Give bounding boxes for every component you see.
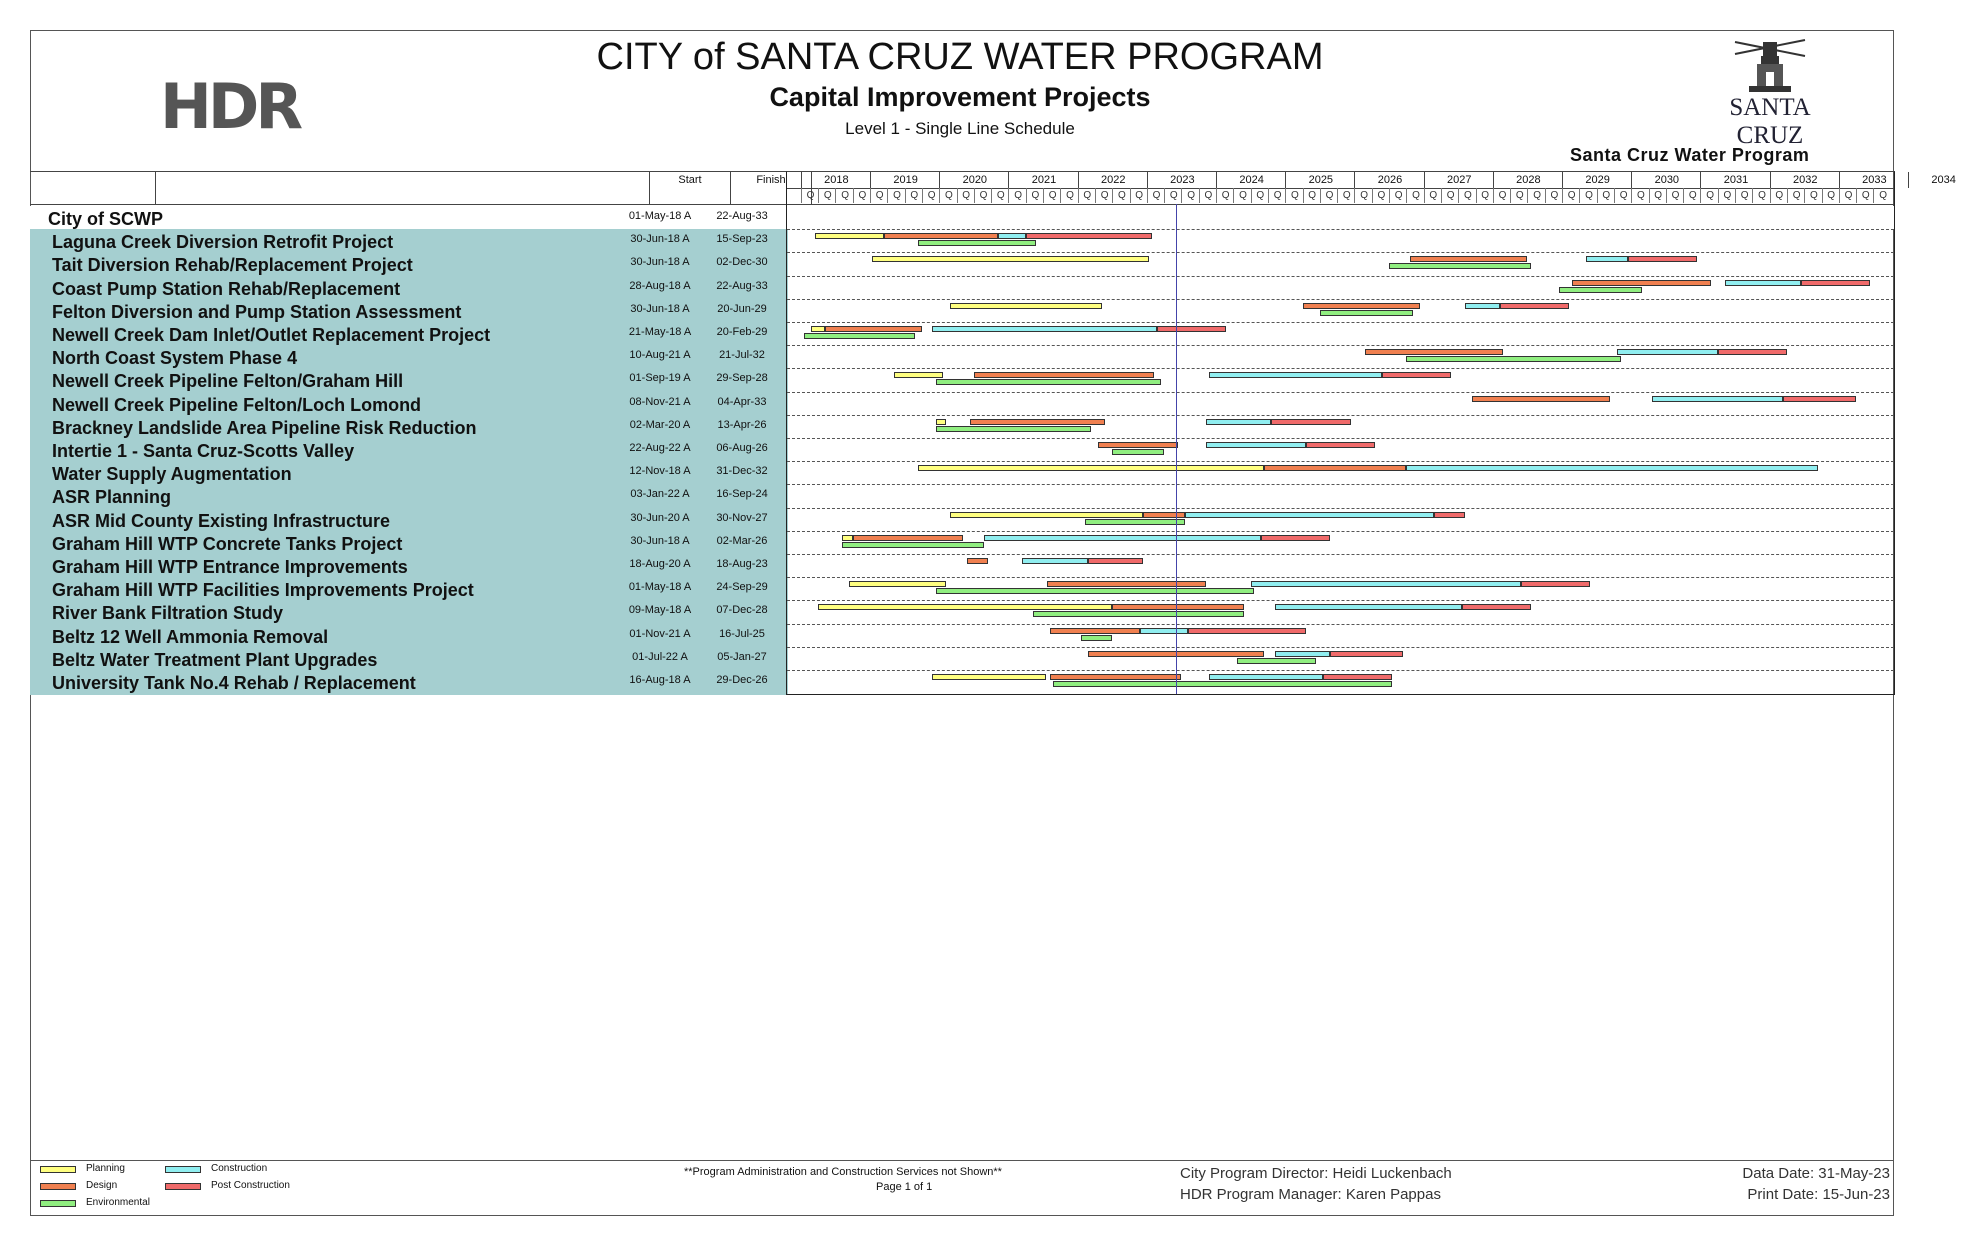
quarter-label: Q: [1199, 188, 1217, 203]
program-manager: HDR Program Manager: Karen Pappas: [1180, 1186, 1441, 1203]
legend-label: Planning: [86, 1163, 125, 1174]
planning-bar: [932, 674, 1046, 680]
year-label: 2027: [1424, 172, 1494, 188]
legend-label: Design: [86, 1180, 118, 1191]
quarter-label: Q: [1389, 188, 1407, 203]
year-label: 2028: [1493, 172, 1563, 188]
quarter-scale: [787, 188, 1894, 203]
design-bar: [1410, 256, 1528, 262]
quarter-label: Q: [1683, 188, 1701, 203]
start-date: 18-Aug-20 A: [629, 558, 691, 570]
design-bar: [970, 419, 1105, 425]
program-director: City Program Director: Heidi Luckenbach: [1180, 1165, 1452, 1182]
row-divider: [787, 484, 1894, 485]
row-divider: [787, 438, 1894, 439]
quarter-label: Q: [1476, 188, 1494, 203]
page-subtitle: Capital Improvement Projects: [769, 82, 1151, 112]
planning-bar: [894, 372, 942, 378]
construction-bar: [1586, 256, 1628, 262]
design-bar: [1365, 349, 1503, 355]
environmental-bar: [1053, 681, 1392, 687]
quarter-label: Q: [1597, 188, 1615, 203]
post-construction-bar: [1026, 233, 1153, 239]
start-date: 01-Nov-21 A: [629, 627, 691, 640]
environmental-bar: [1237, 658, 1317, 664]
row-divider: [787, 229, 1894, 230]
row-divider: [787, 508, 1894, 509]
legend-swatch-environmental: [40, 1200, 76, 1207]
finish-date: 29-Dec-26: [716, 674, 768, 686]
data-date-line: [1176, 204, 1177, 694]
post-construction-bar: [1783, 396, 1856, 402]
row-divider: [787, 392, 1894, 393]
post-construction-bar: [1323, 674, 1392, 680]
project-name: Water Supply Augmentation: [52, 464, 292, 485]
planning-bar: [936, 419, 946, 425]
row-divider: [787, 299, 1894, 300]
year-label: 2029: [1562, 172, 1632, 188]
quarter-label: Q: [991, 188, 1009, 203]
start-date: 01-May-18 A: [628, 581, 692, 594]
quarter-label: Q: [1372, 188, 1390, 203]
environmental-bar: [936, 426, 1092, 432]
quarter-label: Q: [1008, 188, 1026, 203]
post-construction-bar: [1434, 512, 1465, 518]
start-date: 21-May-18 A: [628, 326, 692, 338]
quarter-label: Q: [1181, 188, 1199, 203]
quarter-label: Q: [1303, 188, 1321, 203]
quarter-label: Q: [1233, 188, 1251, 203]
quarter-label: Q: [1424, 188, 1442, 203]
finish-date: 22-Aug-33: [716, 210, 768, 222]
design-bar: [1098, 442, 1178, 448]
finish-date: 13-Apr-26: [717, 418, 767, 431]
planning-bar: [815, 233, 884, 239]
quarter-label: Q: [1078, 188, 1096, 203]
quarter-label: Q: [1839, 188, 1857, 203]
construction-bar: [1209, 372, 1382, 378]
quarter-label: Q: [1441, 188, 1459, 203]
project-name: University Tank No.4 Rehab / Replacement: [52, 673, 416, 693]
finish-date: 18-Aug-23: [716, 558, 768, 570]
quarter-label: Q: [887, 188, 905, 203]
program-label: Santa Cruz Water Program: [1570, 145, 1810, 165]
environmental-bar: [918, 240, 1036, 246]
start-date: 08-Nov-21 A: [629, 395, 691, 408]
page-title: CITY of SANTA CRUZ WATER PROGRAM: [596, 36, 1324, 78]
environmental-bar: [1112, 449, 1164, 455]
environmental-bar: [936, 588, 1254, 594]
design-bar: [1047, 581, 1206, 587]
start-date: 03-Jan-22 A: [630, 488, 690, 501]
row-divider: [787, 322, 1894, 323]
design-bar: [1050, 674, 1181, 680]
finish-date: 16-Sep-24: [716, 488, 768, 501]
planning-bar: [811, 326, 825, 332]
construction-bar: [1275, 651, 1330, 657]
quarter-label: Q: [801, 188, 819, 203]
finish-date: 16-Jul-25: [719, 627, 765, 640]
quarter-label: Q: [1147, 188, 1165, 203]
quarter-label: Q: [1060, 188, 1078, 203]
quarter-label: Q: [957, 188, 975, 203]
header-blank-2: [156, 172, 650, 204]
finish-date: 06-Aug-26: [716, 442, 768, 454]
post-construction-bar: [1157, 326, 1226, 332]
post-construction-bar: [1306, 442, 1375, 448]
project-name: Graham Hill WTP Facilities Improvements Project: [52, 580, 474, 601]
quarter-label: Q: [1856, 188, 1874, 203]
start-date: 01-May-18 A: [628, 210, 692, 222]
row-divider: [787, 345, 1894, 346]
project-name: Brackney Landslide Area Pipeline Risk Reduction: [52, 417, 477, 438]
post-construction-bar: [1330, 651, 1403, 657]
construction-bar: [1209, 674, 1323, 680]
project-name: Newell Creek Pipeline Felton/Loch Lomond: [52, 394, 422, 415]
quarter-label: Q: [818, 188, 836, 203]
design-bar: [1572, 280, 1710, 286]
start-date: 30-Jun-18 A: [630, 534, 690, 547]
quarter-label: Q: [1043, 188, 1061, 203]
post-construction-bar: [1271, 419, 1351, 425]
project-name: ASR Planning: [52, 487, 172, 508]
quarter-label: Q: [1718, 188, 1736, 203]
construction-bar: [1725, 280, 1801, 286]
year-label: 2033: [1839, 172, 1909, 188]
design-bar: [884, 233, 998, 239]
legend-label: Construction: [211, 1163, 268, 1174]
start-date: 01-Jul-22 A: [632, 650, 688, 663]
year-label: 2025: [1285, 172, 1355, 188]
design-bar: [825, 326, 922, 332]
row-divider: [787, 670, 1894, 671]
start-date: 30-Jun-18 A: [630, 302, 690, 315]
year-label: 2030: [1631, 172, 1701, 188]
legend-label: Environmental: [86, 1197, 150, 1208]
quarter-label: Q: [1354, 188, 1372, 203]
legend-swatch-planning: [40, 1166, 76, 1173]
start-date: 01-Sep-19 A: [629, 372, 691, 385]
start-date: 28-Aug-18 A: [629, 279, 691, 292]
finish-date: 31-Dec-32: [716, 465, 768, 478]
quarter-label: Q: [1631, 188, 1649, 203]
start-date: 22-Aug-22 A: [629, 442, 691, 454]
start-date: 10-Aug-21 A: [629, 349, 691, 362]
year-label: 2018: [801, 172, 871, 188]
quarter-label: Q: [1666, 188, 1684, 203]
design-bar: [974, 372, 1154, 378]
project-name: Laguna Creek Diversion Retrofit Project: [52, 232, 394, 253]
environmental-bar: [1559, 287, 1642, 293]
quarter-label: Q: [1527, 188, 1545, 203]
design-bar: [1112, 604, 1243, 610]
finish-date: 21-Jul-32: [719, 349, 765, 362]
row-divider: [787, 647, 1894, 648]
year-label: 2031: [1700, 172, 1770, 188]
construction-bar: [1206, 442, 1306, 448]
quarter-label: Q: [1579, 188, 1597, 203]
construction-bar: [1275, 604, 1462, 610]
footer-note: **Program Administration and Construction Services not Shown**: [684, 1166, 1002, 1178]
planning-bar: [872, 256, 1149, 262]
start-date: 12-Nov-18 A: [629, 465, 691, 478]
quarter-label: Q: [1804, 188, 1822, 203]
legend-label: Post Construction: [211, 1180, 290, 1191]
row-divider: [787, 600, 1894, 601]
quarter-label: Q: [1026, 188, 1044, 203]
quarter-label: Q: [1458, 188, 1476, 203]
post-construction-bar: [1521, 581, 1590, 587]
post-construction-bar: [1188, 628, 1306, 634]
legend-swatch-post-construction: [165, 1183, 201, 1190]
header-finish: Finish: [731, 172, 812, 204]
year-label: 2020: [939, 172, 1009, 188]
year-label: 2019: [870, 172, 940, 188]
planning-bar: [918, 465, 1264, 471]
construction-bar: [932, 326, 1157, 332]
construction-bar: [1465, 303, 1500, 309]
row-divider: [787, 415, 1894, 416]
start-date: 02-Mar-20 A: [629, 418, 691, 431]
project-name: Coast Pump Station Rehab/Replacement: [52, 278, 401, 299]
hdr-logo: HDR: [160, 70, 300, 143]
quarter-label: Q: [1614, 188, 1632, 203]
finish-date: 20-Feb-29: [716, 326, 768, 338]
start-date: 16-Aug-18 A: [629, 674, 691, 686]
quarter-label: Q: [1164, 188, 1182, 203]
row-divider: [787, 276, 1894, 277]
post-construction-bar: [1718, 349, 1787, 355]
construction-bar: [1022, 558, 1088, 564]
environmental-bar: [842, 542, 984, 548]
project-name: Intertie 1 - Santa Cruz-Scotts Valley: [52, 441, 355, 461]
year-scale: [787, 172, 1956, 189]
quarter-label: Q: [1770, 188, 1788, 203]
finish-date: 04-Apr-33: [717, 395, 767, 408]
post-construction-bar: [1462, 604, 1531, 610]
project-name: Beltz Water Treatment Plant Upgrades: [52, 649, 378, 670]
planning-bar: [842, 535, 852, 541]
header-blank-1: [30, 172, 156, 204]
planning-bar: [950, 512, 1144, 518]
quarter-label: Q: [1735, 188, 1753, 203]
quarter-label: Q: [835, 188, 853, 203]
legend-swatch-design: [40, 1183, 76, 1190]
finish-date: 02-Dec-30: [716, 256, 768, 269]
quarter-label: Q: [905, 188, 923, 203]
project-name: Newell Creek Dam Inlet/Outlet Replacement Project: [52, 325, 491, 345]
quarter-label: Q: [1752, 188, 1770, 203]
santa-cruz-logo-text: SANTA CRUZ: [1729, 94, 1811, 149]
finish-date: 07-Dec-28: [716, 604, 768, 617]
project-name: Graham Hill WTP Concrete Tanks Project: [52, 533, 403, 554]
project-name: Newell Creek Pipeline Felton/Graham Hill: [52, 371, 404, 392]
quarter-label: Q: [870, 188, 888, 203]
quarter-label: Q: [1095, 188, 1113, 203]
year-label: 2026: [1354, 172, 1424, 188]
santa-cruz-logo: [1695, 34, 1845, 149]
post-construction-bar: [1801, 280, 1870, 286]
quarter-label: Q: [922, 188, 940, 203]
environmental-bar: [1081, 635, 1112, 641]
year-label: 2022: [1078, 172, 1148, 188]
project-name: North Coast System Phase 4: [52, 348, 298, 369]
construction-bar: [1140, 628, 1188, 634]
planning-bar: [950, 303, 1102, 309]
design-bar: [967, 558, 988, 564]
post-construction-bar: [1382, 372, 1451, 378]
environmental-bar: [1406, 356, 1621, 362]
quarter-label: Q: [1268, 188, 1286, 203]
quarter-label: Q: [1700, 188, 1718, 203]
header-start: Start: [650, 172, 731, 204]
legend-swatch-construction: [165, 1166, 201, 1173]
project-name: Felton Diversion and Pump Station Assessment: [52, 301, 462, 322]
start-date: 30-Jun-18 A: [630, 256, 690, 269]
quarter-label: Q: [1216, 188, 1234, 203]
quarter-label: Q: [1493, 188, 1511, 203]
design-bar: [1472, 396, 1610, 402]
quarter-label: Q: [853, 188, 871, 203]
environmental-bar: [1033, 611, 1244, 617]
quarter-label: Q: [1562, 188, 1580, 203]
print-date: Print Date: 15-Jun-23: [1747, 1186, 1890, 1203]
construction-bar: [998, 233, 1026, 239]
project-name: Graham Hill WTP Entrance Improvements: [52, 557, 408, 577]
quarter-label: Q: [1545, 188, 1563, 203]
row-divider: [787, 577, 1894, 578]
row-divider: [787, 624, 1894, 625]
year-label: 2034: [1908, 172, 1978, 188]
page-number: Page 1 of 1: [876, 1181, 933, 1193]
environmental-bar: [1085, 519, 1185, 525]
quarter-label: Q: [1406, 188, 1424, 203]
post-construction-bar: [1088, 558, 1143, 564]
planning-bar: [849, 581, 946, 587]
quarter-label: Q: [1649, 188, 1667, 203]
construction-bar: [1251, 581, 1521, 587]
row-divider: [787, 252, 1894, 253]
year-label: 2032: [1770, 172, 1840, 188]
project-name: City of SCWP: [48, 209, 163, 229]
gantt-chart: [786, 171, 1956, 695]
finish-date: 05-Jan-27: [717, 650, 767, 663]
row-divider: [787, 554, 1894, 555]
row-divider: [787, 461, 1894, 462]
design-bar: [1264, 465, 1406, 471]
post-construction-bar: [1628, 256, 1697, 262]
design-bar: [1143, 512, 1185, 518]
post-construction-bar: [1500, 303, 1569, 309]
project-name: River Bank Filtration Study: [52, 603, 284, 624]
lighthouse-icon: [1695, 34, 1845, 96]
construction-bar: [1406, 465, 1818, 471]
quarter-label: Q: [1873, 188, 1891, 203]
finish-date: 29-Sep-28: [716, 372, 768, 385]
environmental-bar: [804, 333, 915, 339]
start-date: 09-May-18 A: [628, 604, 692, 617]
data-date: Data Date: 31-May-23: [1742, 1165, 1890, 1182]
project-name: Tait Diversion Rehab/Replacement Project: [52, 255, 413, 276]
environmental-bar: [936, 379, 1161, 385]
construction-bar: [1652, 396, 1783, 402]
design-bar: [1303, 303, 1421, 309]
construction-bar: [1206, 419, 1272, 425]
quarter-label: Q: [939, 188, 957, 203]
quarter-label: Q: [1285, 188, 1303, 203]
quarter-label: Q: [1787, 188, 1805, 203]
finish-date: 24-Sep-29: [716, 581, 768, 594]
quarter-label: Q: [1251, 188, 1269, 203]
schedule-table: [30, 171, 1956, 695]
construction-bar: [1617, 349, 1717, 355]
design-bar: [1050, 628, 1140, 634]
planning-bar: [818, 604, 1112, 610]
year-label: 2021: [1008, 172, 1078, 188]
row-divider: [787, 368, 1894, 369]
quarter-label: Q: [1337, 188, 1355, 203]
year-label: 2023: [1147, 172, 1217, 188]
quarter-label: Q: [1822, 188, 1840, 203]
environmental-bar: [1389, 263, 1531, 269]
finish-date: 30-Nov-27: [716, 511, 768, 524]
environmental-bar: [1320, 310, 1413, 316]
project-name: Beltz 12 Well Ammonia Removal: [52, 626, 329, 647]
construction-bar: [1185, 512, 1434, 518]
start-date: 30-Jun-20 A: [630, 511, 690, 524]
design-bar: [853, 535, 964, 541]
year-label: 2024: [1216, 172, 1286, 188]
quarter-label: Q: [1510, 188, 1528, 203]
row-divider: [787, 531, 1894, 532]
finish-date: 15-Sep-23: [716, 233, 768, 246]
quarter-label: Q: [1130, 188, 1148, 203]
quarter-label: Q: [1112, 188, 1130, 203]
post-construction-bar: [1261, 535, 1330, 541]
quarter-label: Q: [974, 188, 992, 203]
finish-date: 02-Mar-26: [716, 534, 768, 547]
footer-divider: [30, 1160, 1894, 1161]
quarter-label: Q: [1320, 188, 1338, 203]
construction-bar: [984, 535, 1261, 541]
schedule-level: Level 1 - Single Line Schedule: [845, 119, 1075, 138]
finish-date: 22-Aug-33: [716, 279, 768, 292]
start-date: 30-Jun-18 A: [630, 233, 690, 246]
project-name: ASR Mid County Existing Infrastructure: [52, 510, 391, 531]
finish-date: 20-Jun-29: [717, 302, 767, 315]
